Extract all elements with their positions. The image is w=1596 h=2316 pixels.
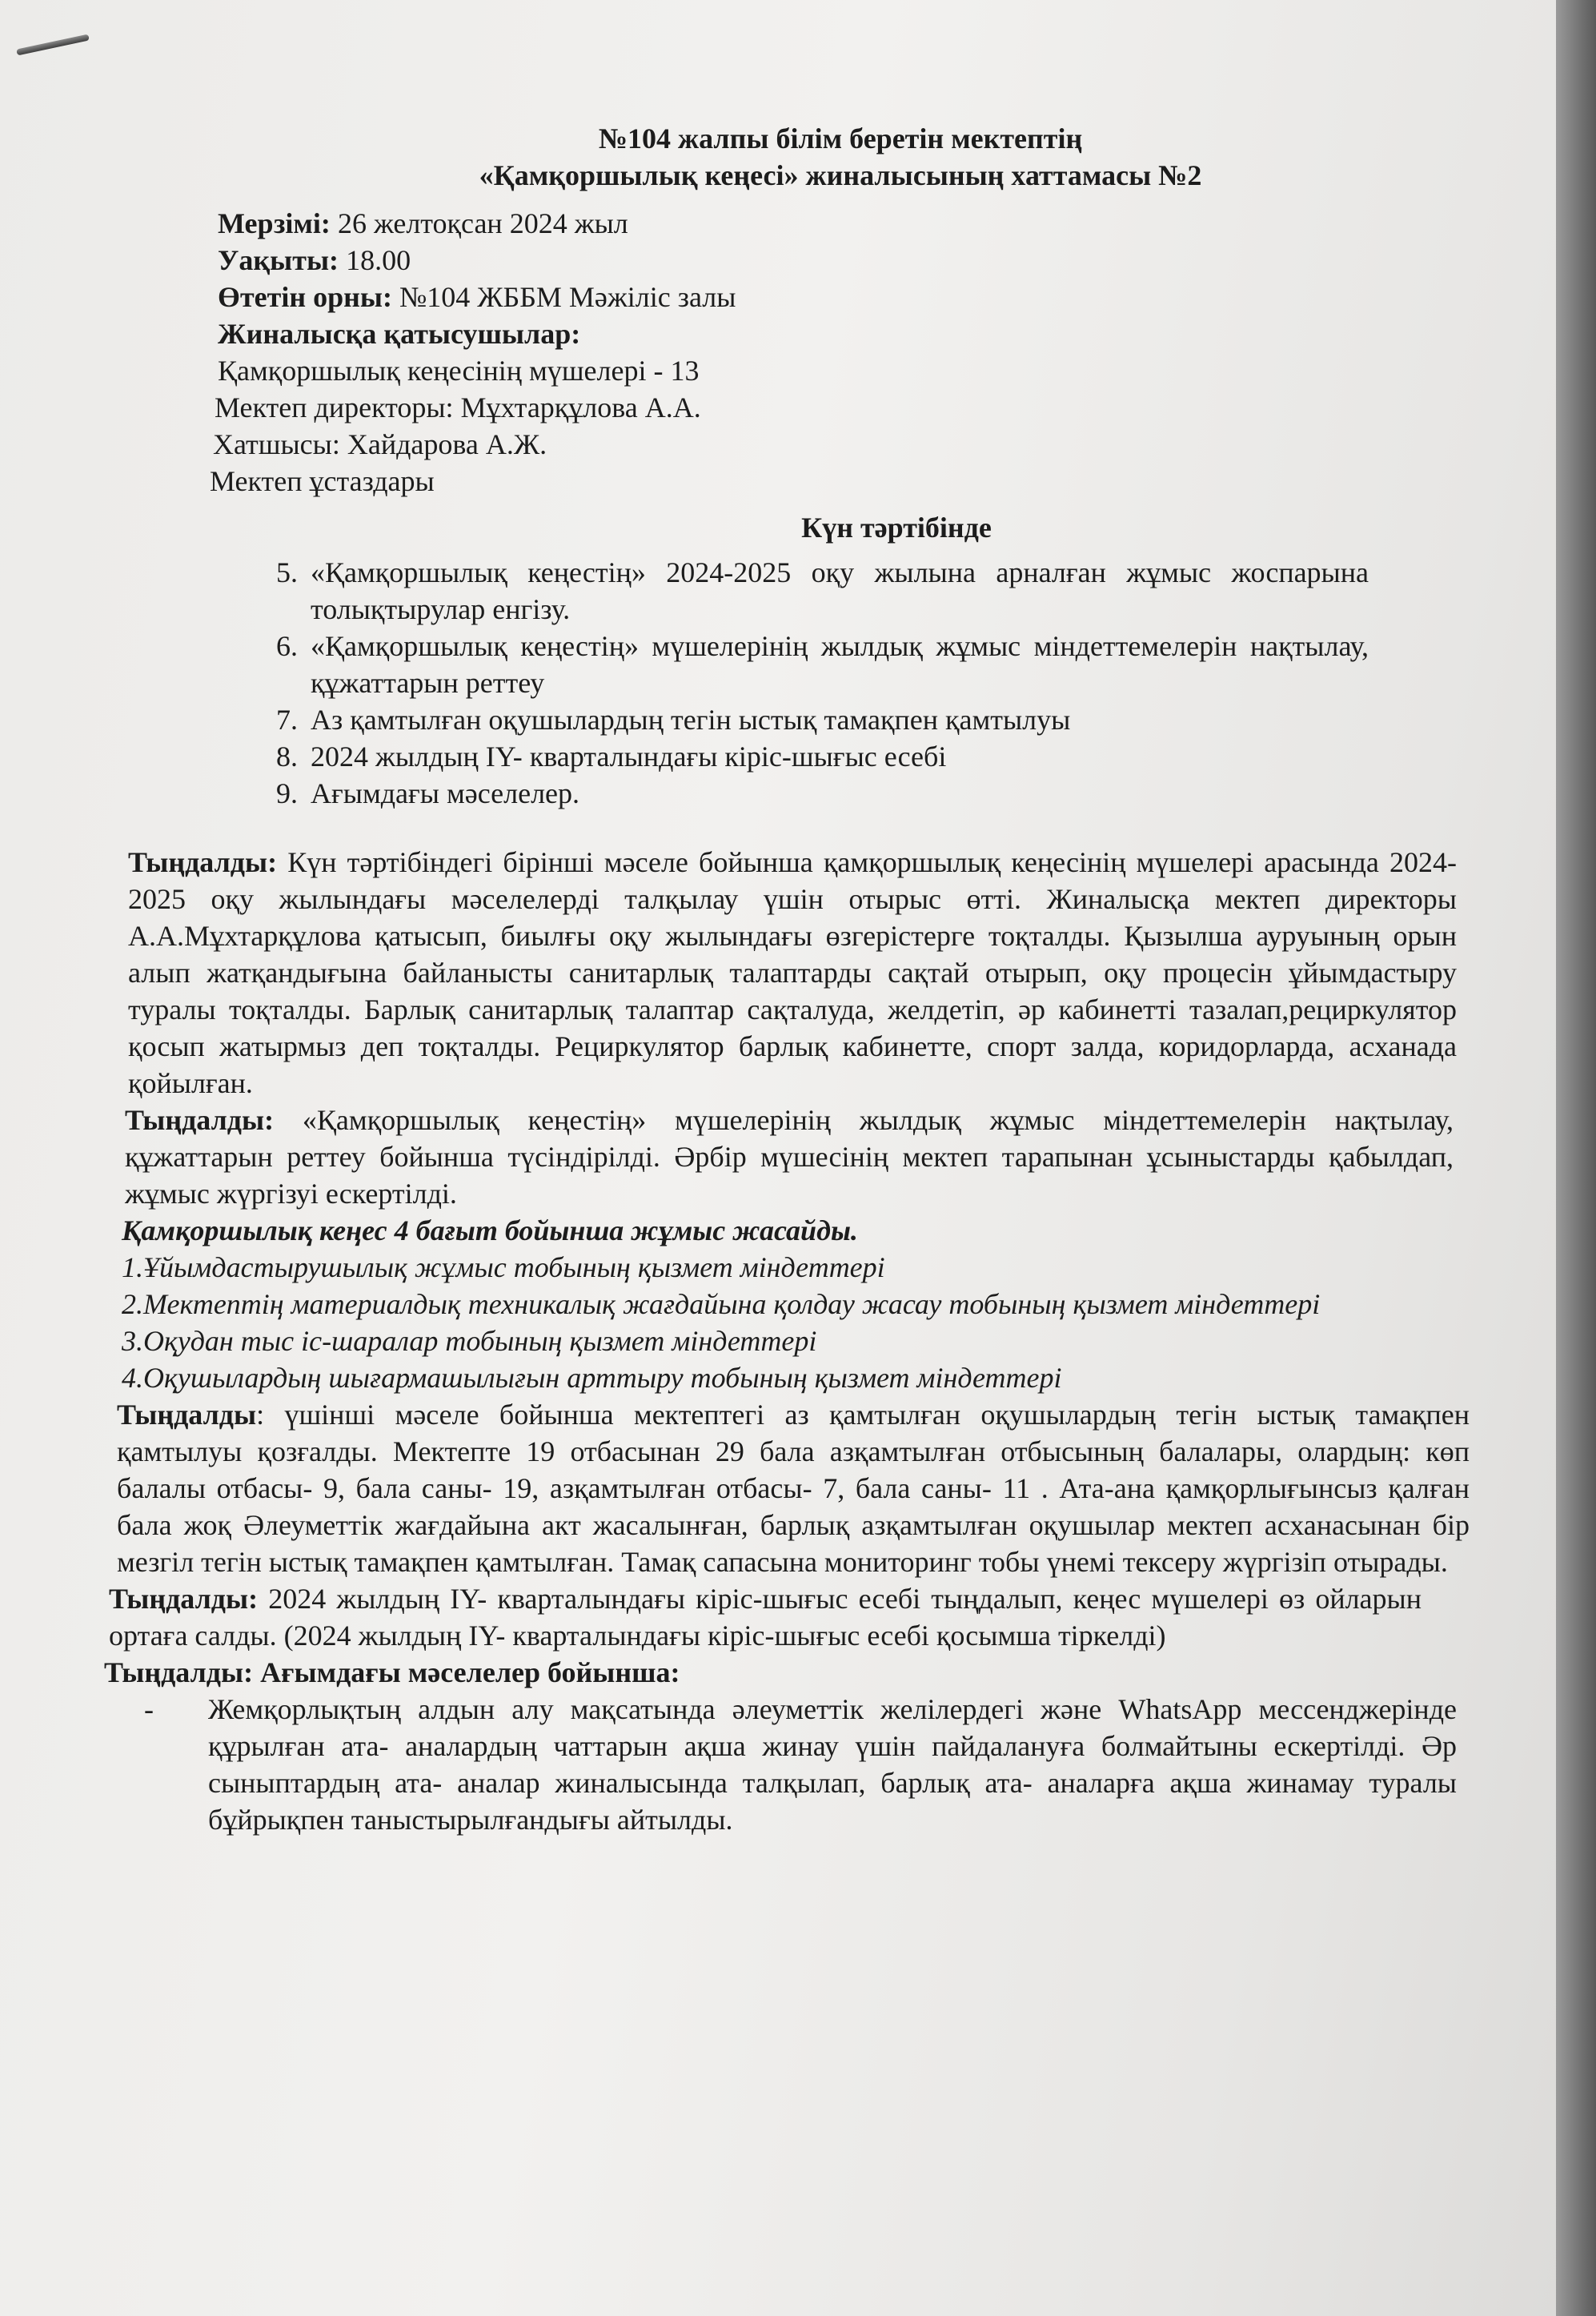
- meta-place: [218, 279, 1521, 315]
- listened-label: Тыңдалды:: [128, 846, 278, 878]
- meta-date: [218, 205, 1521, 242]
- minutes-paragraph-4: [109, 1580, 1422, 1654]
- agenda-item-text: 2024 жылдың IY- кварталындағы кіріс-шығыс есебі: [311, 741, 947, 773]
- time-label: Уақыты:: [218, 244, 339, 276]
- paragraph-text: Күн тәртібіндегі бірінші мәселе бойынша қамқоршылық кеңесінің мүшелері арасында 2024-2025 оқу жылындағы мәселелерді талқылау үшін отырыс өтті. Жиналысқа мектеп директоры А.А.Мұхтарқұлова қатысып, биылғы оқу жылындағы өзгерістерге тоқталды. Қызылша ауруының орын алып жатқандығына байланысты санитарлық талаптарды сақтай отырып, оқу процесін ұйымдастыру туралы тоқталды. Барлық санитарлық талаптар сақталуда, желдетіп, әр кабинетті тазалап,рециркулятор қосып жатырмыз деп тоқталды. Рециркулятор барлық кабинетте, спорт залда, коридорларда, асханада қойылған.: [128, 846, 1457, 1099]
- listened-label: Тыңдалды: [117, 1399, 257, 1431]
- participant-line: Хатшысы: Хайдарова А.Ж.: [213, 428, 547, 460]
- date-label: Мерзімі:: [218, 207, 331, 239]
- listened-label: Тыңдалды: [104, 1656, 244, 1688]
- paragraph-text: «Қамқоршылық кеңестің» мүшелерінің жылдық жұмыс міндеттемелерін нақтылау, құжаттарын реттеу бойынша түсіндірілді. Әрбір мүшесінің мектеп тарапынан ұсыныстарды қабылдап, жұмыс жүргізуі ескертілді.: [125, 1104, 1454, 1210]
- agenda-item-number: 6.: [276, 630, 298, 662]
- agenda-item-number: 7.: [276, 704, 298, 736]
- paragraph-text: 2024 жылдың IY- кварталындағы кіріс-шығыс есебі тыңдалып, кеңес мүшелері өз ойларын ортаға салды. (2024 жылдың IY- кварталындағы кіріс-шығыс есебі қосымша тіркелді): [109, 1583, 1422, 1652]
- agenda-item: [248, 775, 1369, 812]
- meeting-meta: [210, 205, 1521, 500]
- direction-item: 2.Мектептің материалдық техникалық жағдайына қолдау жасау тобының қызмет міндеттері: [122, 1288, 1321, 1320]
- background-edge: [1556, 0, 1596, 2316]
- staple: [16, 34, 90, 56]
- agenda-item-number: 9.: [276, 777, 298, 809]
- document-content: [104, 120, 1521, 1838]
- title-line-2: «Қамқоршылық кеңесі» жиналысының хаттамасы №2: [479, 159, 1202, 191]
- bullet-dash: -: [144, 1693, 154, 1725]
- participants-label: Жиналысқа қатысушылар:: [218, 318, 581, 350]
- agenda-item-text: «Қамқоршылық кеңестің» мүшелерінің жылдық жұмыс міндеттемелерін нақтылау, құжаттарын реттеу: [311, 630, 1369, 699]
- direction-item: 1.Ұйымдастырушылық жұмыс тобының қызмет міндеттері: [122, 1251, 885, 1283]
- meta-time: [218, 242, 1521, 279]
- agenda-item-text: Аз қамтылған оқушылардың тегін ыстық тамақпен қамтылуы: [311, 704, 1071, 736]
- participant-line: Қамқоршылық кеңесінің мүшелері - 13: [218, 355, 700, 387]
- agenda-item: [248, 628, 1369, 701]
- place-value: №104 ЖББМ Мәжіліс залы: [391, 281, 736, 313]
- agenda-item-number: 8.: [276, 741, 298, 773]
- time-value: 18.00: [339, 244, 411, 276]
- directions-heading: Қамқоршылық кеңес 4 бағыт бойынша жұмыс жасайды.: [122, 1214, 858, 1246]
- bullet-text: Жемқорлықтың алдын алу мақсатында әлеуметтік желілердегі және WhatsApp мессенджерінде құрылған ата- аналардың чаттарын ақша жинау үшін пайдалануға болмайтыны ескертілді. Әр сыныптардың ата- аналар жиналысында талқылап, барлық ата- аналарға ақша жинамау туралы бұйрықпен таныстырылғандығы айтылды.: [208, 1693, 1457, 1836]
- listened-label: Тыңдалды:: [125, 1104, 275, 1136]
- paragraph-text: : Ағымдағы мәселелер бойынша:: [243, 1656, 680, 1688]
- place-label: Өтетін орны:: [218, 281, 392, 313]
- participant-line: Мектеп ұстаздары: [210, 465, 435, 497]
- agenda-item-text: «Қамқоршылық кеңестің» 2024-2025 оқу жылына арналған жұмыс жоспарына толықтырулар енгізу.: [311, 556, 1369, 625]
- participant-line: Мектеп директоры: Мұхтарқұлова А.А.: [215, 391, 701, 423]
- date-value: 26 желтоқсан 2024 жыл: [330, 207, 628, 239]
- agenda-item: [248, 554, 1369, 628]
- minutes-paragraph-1: [128, 844, 1457, 1102]
- listened-label: Тыңдалды:: [109, 1583, 259, 1615]
- bullet-item: [144, 1691, 1457, 1838]
- title-line-1: №104 жалпы білім беретін мектептің: [598, 122, 1083, 155]
- document-title: [160, 120, 1521, 194]
- agenda-item-text: Ағымдағы мәселелер.: [311, 777, 580, 809]
- directions-block: [122, 1212, 1521, 1396]
- minutes-paragraph-2: [125, 1102, 1454, 1212]
- minutes-paragraph-3: [117, 1396, 1470, 1580]
- agenda-item: [248, 701, 1369, 738]
- direction-item: 4.Оқушылардың шығармашылығын арттыру тобының қызмет міндеттері: [122, 1362, 1062, 1394]
- agenda-list: [248, 554, 1369, 812]
- minutes-paragraph-5: [104, 1654, 1433, 1691]
- agenda-item: [248, 738, 1369, 775]
- agenda-item-number: 5.: [276, 556, 298, 588]
- agenda-heading: Күн тәртібінде: [801, 512, 992, 544]
- direction-item: 3.Оқудан тыс іс-шаралар тобының қызмет міндеттері: [122, 1325, 817, 1357]
- paragraph-text: : үшінші мәселе бойынша мектептегі аз қамтылған оқушылардың тегін ыстық тамақпен қамтылуы қозғалды. Мектепте 19 отбасынан 29 бала азқамтылған отбысының балалары, олардың: көп балалы отбасы- 9, бала саны- 19, азқамтылған отбасы- 7, бала саны- 11 . Ата-ана қамқорлығынсыз қалған бала жоқ Әлеуметтік жағдайына акт жасалынған, барлық азқамтылған оқушылар мектеп асханасынан бір мезгіл тегін ыстық тамақпен қамтылған. Тамақ сапасына мониторинг тобы үнемі тексеру жүргізіп отырады.: [117, 1399, 1470, 1578]
